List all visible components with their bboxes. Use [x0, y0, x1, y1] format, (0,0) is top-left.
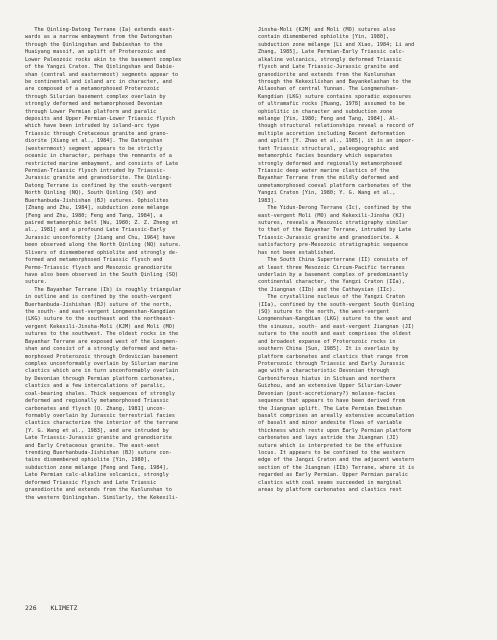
text-line: through the Kekexilishan and Bayankelashan to the [258, 78, 412, 85]
text-line: subduction zone mélange [Feng and Tang, 1984], [25, 464, 169, 471]
text-line: The Bayanhar Terrane (Ib) is roughly triangular [25, 286, 182, 293]
text-line: sutures to the southwest. The oldest rocks in the [25, 331, 179, 338]
text-line: Longmenshan-Kangdian (LKG) suture to the west and [258, 316, 412, 323]
text-line: the south- and east-vergent Longmenshan-Kangdian [25, 309, 175, 316]
text-line: flysch and Late Triassic-Jurassic granite and [258, 64, 399, 71]
text-line: by Devonian through Permian platform carbonates, [25, 375, 175, 382]
text-line: mélange [Yin, 1980; Feng and Tang, 1984]. Al- [258, 116, 399, 123]
text-line: Yangzi Craton [Yin, 1980; Y. G. Wang et al., [258, 190, 396, 197]
text-line: Buerhanbuda-Jishishan (BJ) sutures. Ophiolites [25, 197, 169, 204]
text-line: The Yidun-Derong Terrane (Ic), confined by the [258, 205, 412, 212]
text-line: been observed along the North Qinling (NQ) suture. [25, 242, 182, 249]
text-line: Proterozoic through Triassic and Early Jurassic [258, 360, 405, 367]
text-line: section of the Jiangnan (IIb) Terrane, where it is [258, 464, 415, 471]
text-line: through Lower Permian platform and paralic [25, 108, 157, 115]
text-line: Zhang, 1985], Late Permian-Early Triassic calc- [258, 49, 405, 56]
text-line: Guizhou, and an extensive Upper Silurian-Lower [258, 383, 402, 390]
text-line: Late Triassic-Jurassic granite and granodiorite [25, 435, 172, 442]
text-line: the sinuous, south- and east-vergent Jiangnan (JI) [258, 323, 415, 330]
text-line: of basalt and minor andesite flows of variable [258, 420, 402, 427]
text-line: Devonian (post-accretionary?) molasse-facies [258, 390, 396, 397]
page-number: 226 [25, 604, 37, 612]
text-line: diorite [Xiang et al., 1984]. The Datongshan [25, 138, 163, 145]
text-line: vergent Kekexili-Jinsha-Moli (KJM) and Moli (MO) [25, 323, 175, 330]
text-line: ophiolitic in character and subduction zone [258, 108, 393, 115]
text-line: wards as a narrow embayment from the Datongshan [25, 34, 172, 41]
text-line: (LKG) suture to the southeast and the northeast- [25, 316, 175, 323]
text-line: tant Triassic structural, paleogeographic and [258, 145, 399, 152]
text-line: suture. [25, 279, 47, 286]
text-line: Bayanhar Terrane from the mildly deformed and [258, 175, 399, 182]
text-line: areas by platform carbonates and clastics rest [258, 487, 402, 494]
text-line: clastics characterize the interior of the terrane [25, 420, 179, 427]
text-line: 1983]. [258, 197, 277, 204]
text-line: (SQ) suture to the north, the west-vergent [258, 309, 390, 316]
text-line: Datong Terrane is confined by the south-vergent [25, 182, 172, 189]
text-line: southern China [Sun, 1985]. It is overlain by [258, 346, 399, 353]
text-line: thickness which rests upon Early Permian platform [258, 427, 412, 434]
text-line: platform carbonates and clastics that range from [258, 353, 408, 360]
text-line: suture to the south and east comprises the oldest [258, 331, 412, 338]
text-line: satisfactory pre-Mesozoic stratigraphic sequence [258, 242, 408, 249]
text-line: tains dismembered ophiolite [Yin, 1980], [25, 457, 150, 464]
text-line: have also been observed in the South Qinling (SQ) [25, 271, 179, 278]
text-line: Huaiyang massif, an uplift of Proterozoic and [25, 49, 166, 56]
text-line: carbonates and lays astride the Jiangnan (JI) [258, 435, 399, 442]
text-line: Triassic-Jurassic granite and granodiorite. A [258, 234, 399, 241]
text-line: the Jiangnan (IIb) and the Cathaysian (IIc). [258, 286, 396, 293]
text-line: sequence that appears to have been derived from [258, 398, 405, 405]
text-line: shan (central and easternmost) segments appear to [25, 71, 179, 78]
text-line: Jinsha-Moli (KJM) and Moli (MO) sutures also [258, 27, 396, 33]
text-line: [Y. G. Wang et al., 1983], and are intruded by [25, 427, 169, 434]
text-line: be continental and island arc in character, and [25, 78, 172, 85]
page-footer [25, 604, 91, 612]
text-line: in outline and is confined by the south-vergent [25, 294, 172, 301]
text-line: al., 1981] and a profound Late Triassic-Early [25, 227, 166, 234]
text-line: deformed Triassic flysch and Late Triassic [25, 479, 157, 486]
text-line: granodiorite and extends from the Kunlunshan [258, 71, 396, 78]
text-line: at least three Mesozoic Circum-Pacific terranes [258, 264, 405, 271]
text-line: east-vergent Moli (MO) and Kekexili-Jinsha (KJ) [258, 212, 405, 219]
text-line: formed and metamorphosed Triassic flysch and [25, 257, 163, 264]
text-line: are composed of a metamorphosed Proterozoic [25, 86, 160, 93]
text-line: restricted marine embayment, and consists of Late [25, 160, 179, 167]
text-line: the Jiangnan uplift. The Late Permian Emeishan [258, 405, 402, 412]
running-head: KLIMETZ [50, 604, 78, 612]
text-line: coal-bearing shales. Thick sequences of strongly [25, 390, 175, 397]
text-line: carbonates and flysch [Q. Zhang, 1981] uncon- [25, 405, 166, 412]
text-line: the western Qinlingshan. Similarly, the Kekexili- [25, 494, 179, 501]
text-line: trending Buerhanbuda-Jishishan (BJ) suture con- [25, 450, 172, 457]
text-line: to that of the Bayanhar Terrane, intruded by Late [258, 227, 412, 234]
text-line: Permian-Triassic flysch intruded by Triassic- [25, 168, 166, 175]
text-line: complex unconformably overlain by Silurian marine [25, 360, 179, 367]
text-line: Bayanhar Terrane are exposed west of the Longmen- [25, 338, 179, 345]
text-line: Late Permian calc-alkaline volcanics, strongly [25, 472, 169, 479]
text-line: The South China Superterrane (II) consists of [258, 257, 408, 264]
text-line: though structural relationships reveal a record of [258, 123, 415, 130]
text-line: edge of the Jangzi Craton and the adjacent western [258, 457, 415, 464]
text-line: [Feng and Zhu, 1980; Feng and Tang, 1984], a [25, 212, 163, 219]
text-line: paired metamorphic belt [Wu, 1980; Z. Z. Zheng et [25, 219, 179, 226]
text-line: (IIa), confined by the south-vergent South Qinling [258, 301, 415, 308]
right-text-column [258, 27, 476, 495]
text-line: shan and consist of a strongly deformed and meta- [25, 346, 179, 353]
text-line: Kangdian (LKG) suture contains sporadic exposures [258, 93, 412, 100]
text-line: Jurassic granite and granodiorite. The Qinling- [25, 175, 172, 182]
text-line: through the Qinlingshan and Dabieshan to the [25, 41, 163, 48]
left-text-column [25, 27, 241, 502]
text-line: Lower Paleozoic rocks akin to the basement complex [25, 56, 182, 63]
text-line: subduction zone mélange [Li and Xiao, 1984; Li and [258, 41, 415, 48]
text-line: strongly deformed and metamorphosed Devonian [25, 101, 163, 108]
text-line: sutures, reveals a Mesozoic stratigraphy similar [258, 219, 408, 226]
text-line: regarded as Early Permian. Upper Permian paralic [258, 472, 408, 479]
text-line: strongly deformed and regionally metamorphosed [258, 160, 402, 167]
text-line: Jurassic unconformity [Jiang and Chu, 1964] have [25, 234, 175, 241]
text-line: Triassic deep water marine clastics of the [258, 168, 390, 175]
text-line: metamorphic facies boundary which separates [258, 153, 393, 160]
text-line: through Silurian basement complex overlain by [25, 93, 166, 100]
text-line: Carboniferous hiatus in Sichuan and northern [258, 375, 396, 382]
text-line: oceanic in character, perhaps the remnants of a [25, 153, 172, 160]
text-line: contain dismembered ophiolite [Yin, 1980], [258, 34, 390, 41]
text-line: suture which is interpreted to be the effusive [258, 442, 402, 449]
text-line: has not been established. [258, 249, 337, 256]
text-line: and broadest expanse of Proterozoic rocks in [258, 338, 396, 345]
text-line: continental character, the Yangzi Craton (IIa), [258, 279, 405, 286]
text-line: and uplift [Y. Zhao et al., 1985], it is an impor- [258, 138, 415, 145]
text-line: clastics and a few intercalations of paralic, [25, 383, 166, 390]
text-line: North Qinling (NQ), South Qinling (SQ) and [25, 190, 157, 197]
text-line: clastics which are in turn unconformably overlain [25, 368, 179, 375]
text-line: underlain by a basement complex of predominantly [258, 271, 408, 278]
text-line: locus. It appears to be confined to the western [258, 450, 405, 457]
text-line: age with a characteristic Devonian through [258, 368, 390, 375]
text-line: Permo-Triassic flysch and Mesozoic granodiorite [25, 264, 172, 271]
text-line: basalt comprises an areally extensive accumulation [258, 412, 415, 419]
text-line: unmetamorphosed coeval platform carbonates of the [258, 182, 412, 189]
text-line: of ultramafic rocks [Huang, 1978] assumed to be [258, 101, 405, 108]
text-line: of the Yangzi Craton. The Qinlingshan and Dabie- [25, 64, 175, 71]
text-line: which have been intruded by island-arc type [25, 123, 160, 130]
text-line: and Early Cretaceous granite. The east-west [25, 442, 160, 449]
text-line: alkaline volcanics, strongly deformed Triassic [258, 56, 402, 63]
text-line: Triassic through Cretaceous granite and grano- [25, 130, 169, 137]
text-line: The Qinling-Datong Terrane (Ia) extends east- [25, 27, 175, 33]
text-line: deformed and regionally metamorphosed Triassic [25, 398, 169, 405]
text-line: clastics with coal seams succeeded in marginal [258, 479, 402, 486]
text-line: granodiorite and extends from the Kunlunshan to [25, 487, 172, 494]
text-line: Buerhanbuda-Jishishan (BJ) suture of the north, [25, 301, 172, 308]
text-line: deposits and Upper Permian-Lower Triassic flysch [25, 116, 175, 123]
text-line: formably overlain by Jurassic terrestrial facies [25, 412, 175, 419]
text-line: (westernmost) segment appears to be strictly [25, 145, 163, 152]
text-line: The crystalline nucleus of the Yangzi Craton [258, 294, 405, 301]
text-line: multiple accretion including Recent deformation [258, 130, 405, 137]
text-line: morphosed Proterozoic through Ordovician basement [25, 353, 179, 360]
text-line: Ailaoshan of central Yunnan. The Longmenshan- [258, 86, 399, 93]
text-line: Slivers of dismembered ophiolite and strongly de- [25, 249, 179, 256]
text-line: [Zhang and Zhu, 1984], subduction zone mélange [25, 205, 169, 212]
